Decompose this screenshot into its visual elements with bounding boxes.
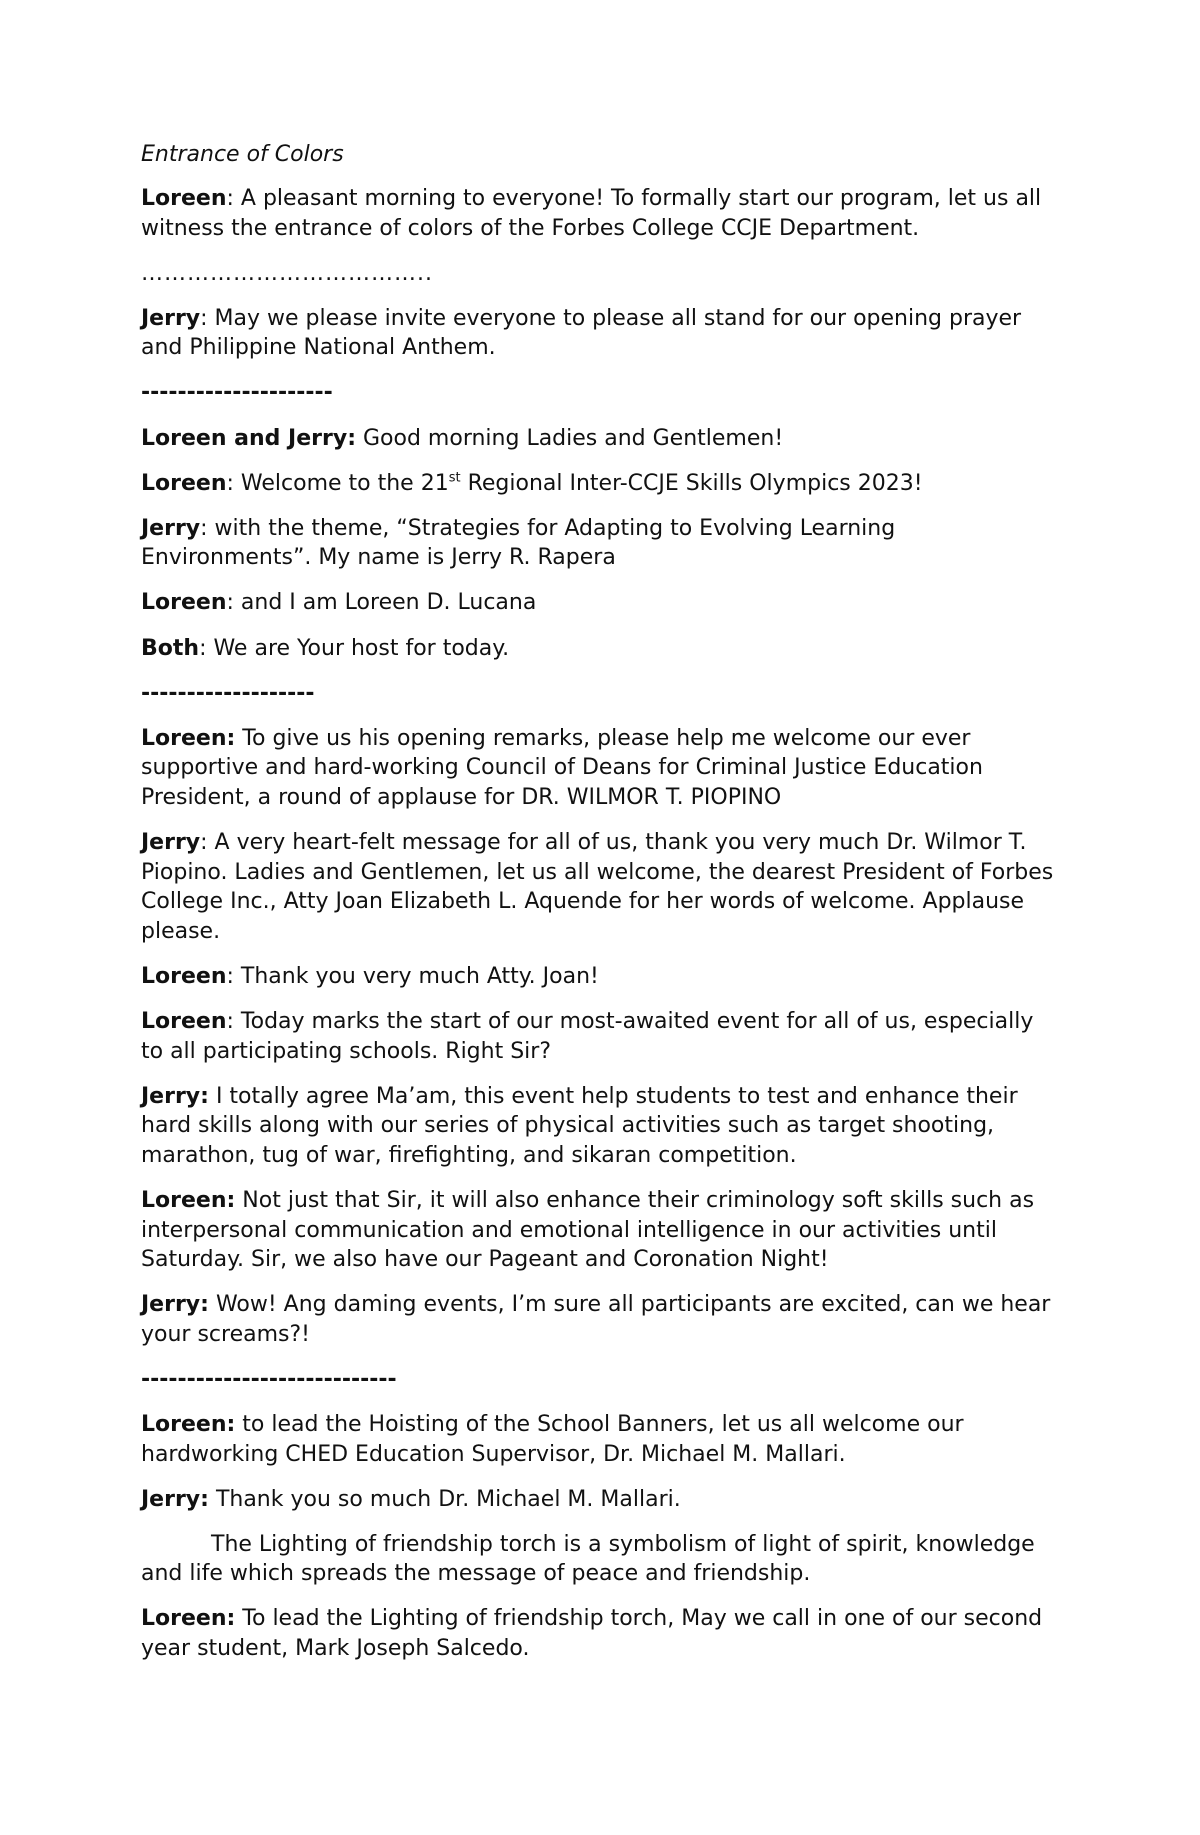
dialogue-line	[141, 304, 1060, 363]
dialogue-line	[141, 1082, 1060, 1171]
ordinal-suffix: st	[448, 470, 461, 486]
dash-separator: ---------------------	[141, 380, 333, 406]
speaker-label: Jerry:	[141, 1486, 209, 1512]
dialogue-line	[141, 962, 1060, 992]
dialogue-text: Wow! Ang daming events, I’m sure all participants are excited, can we hear your screams?!	[141, 1292, 1051, 1347]
dash-separator: -------------------	[141, 680, 315, 706]
dialogue-text: : We are Your host for today.	[199, 635, 510, 661]
dialogue-text: Good morning Ladies and Gentlemen!	[356, 425, 784, 451]
dialogue-line	[141, 724, 1060, 813]
dialogue-text: to lead the Hoisting of the School Banners, let us all welcome our hardworking CHED Education Supervisor, Dr. Michael M. Mallari.	[141, 1412, 964, 1467]
dialogue-text: : A pleasant morning to everyone! To formally start our program, let us all witness the entrance of colors of the Forbes College CCJE Department.	[141, 186, 1042, 241]
dialogue-line	[141, 184, 1060, 243]
dash-separator: ----------------------------	[141, 1366, 397, 1392]
dialogue-line	[141, 588, 1060, 618]
dialogue-line	[141, 1007, 1060, 1066]
speaker-label: Jerry	[141, 515, 201, 541]
dialogue-text: To lead the Lighting of friendship torch, May we call in one of our second year student, Mark Joseph Salcedo.	[141, 1606, 1043, 1662]
speaker-label: Jerry:	[141, 1292, 209, 1318]
dialogue-line	[141, 1290, 1060, 1349]
dialogue-line	[141, 1410, 1060, 1469]
speaker-label: Loreen	[141, 1008, 227, 1034]
speaker-label: Loreen and Jerry:	[141, 425, 357, 451]
speaker-label: Loreen	[141, 590, 227, 616]
dialogue-line	[141, 634, 1060, 664]
dialogue-text: Regional Inter-CCJE Skills Olympics 2023!	[460, 470, 923, 496]
speaker-label: Loreen:	[141, 725, 236, 751]
dialogue-line	[141, 514, 1060, 573]
dialogue-text: : Welcome to the 21	[226, 470, 449, 496]
speaker-label: Jerry	[141, 305, 201, 331]
dialogue-text: : and I am Loreen D. Lucana	[226, 590, 537, 616]
dialogue-text: : May we please invite everyone to please all stand for our opening prayer and Philippine National Anthem.	[141, 305, 1022, 361]
dialogue-line	[141, 1485, 1060, 1515]
section-heading: Entrance of Colors	[141, 142, 344, 167]
dialogue-line	[141, 424, 1060, 454]
speaker-label: Both	[141, 635, 200, 661]
speaker-label: Loreen	[141, 186, 227, 211]
dialogue-text: Not just that Sir, it will also enhance their criminology soft skills such as interpersonal communication and emotional intelligence in our activities until Saturday. Sir, we also have our Pageant and Coronation Night!	[141, 1187, 1035, 1273]
dialogue-line	[141, 1186, 1060, 1275]
speaker-label: Loreen:	[141, 1606, 236, 1632]
dialogue-line	[141, 469, 1060, 499]
dialogue-line	[141, 1604, 1060, 1663]
dialogue-text: I totally agree Ma’am, this event help students to test and enhance their hard skills along with our series of physical activities such as target shooting, marathon, tug of war, firefighting, and sikaran competition.	[141, 1083, 1018, 1168]
dialogue-text: : Thank you very much Atty. Joan!	[226, 963, 599, 989]
dialogue-text: : Today marks the start of our most-awaited event for all of us, especially to all participating schools. Right Sir?	[141, 1008, 1034, 1064]
speaker-label: Jerry	[141, 830, 201, 855]
speaker-label: Loreen:	[141, 1187, 236, 1213]
narration-paragraph: The Lighting of friendship torch is a symbolism of light of spirit, knowledge and life which spreads the message of peace and friendship.	[141, 1531, 1035, 1587]
dialogue-text: To give us his opening remarks, please help me welcome our ever supportive and hard-working Council of Deans for Criminal Justice Education President, a round of applause for DR. WILMOR T. PIOPINO	[141, 725, 983, 810]
speaker-label: Loreen:	[141, 1412, 236, 1437]
dotted-separator: ………………………………..	[141, 260, 433, 286]
dialogue-text: Thank you so much Dr. Michael M. Mallari.	[208, 1486, 681, 1512]
speaker-label: Loreen	[141, 963, 227, 989]
dialogue-line	[141, 828, 1060, 946]
dialogue-text: : A very heart-felt message for all of us, thank you very much Dr. Wilmor T. Piopino. Ladies and Gentlemen, let us all welcome, the dearest President of Forbes College Inc., Atty Joan Elizabeth L. Aquende for her words of welcome. Applause please.	[141, 830, 1054, 944]
speaker-label: Jerry:	[141, 1083, 209, 1109]
dialogue-text: : with the theme, “Strategies for Adapting to Evolving Learning Environments”. My name is Jerry R. Rapera	[141, 515, 896, 571]
speaker-label: Loreen	[141, 470, 227, 496]
